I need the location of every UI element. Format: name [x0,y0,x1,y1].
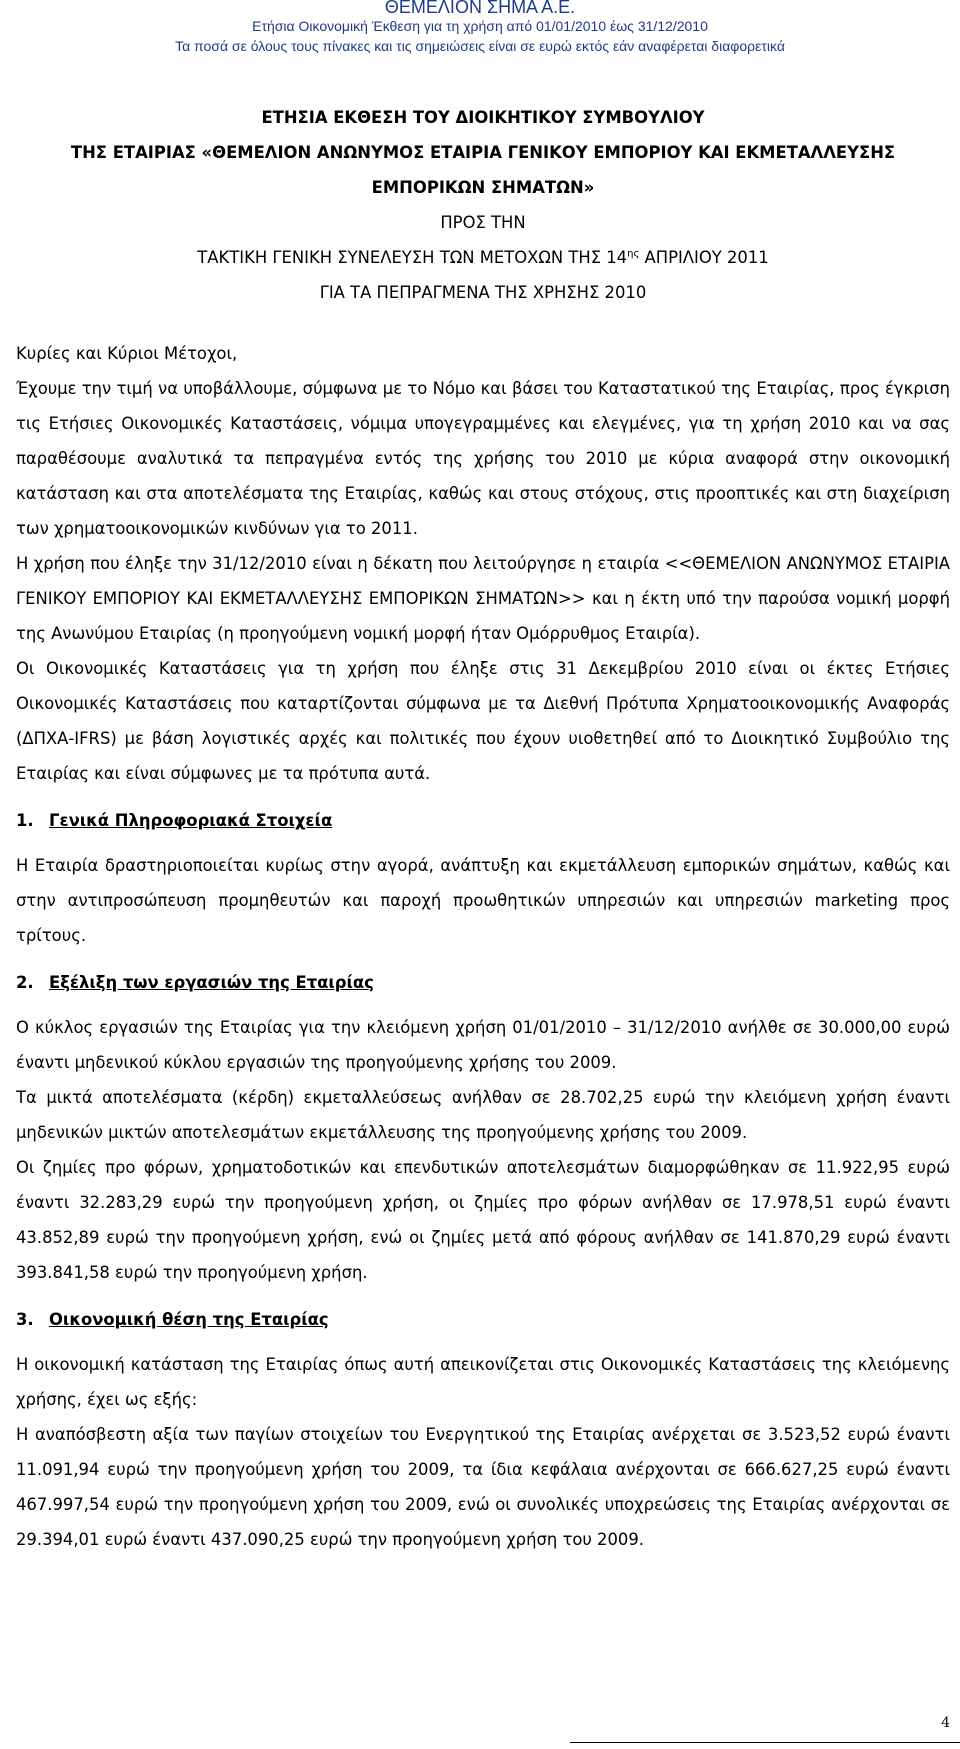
section-2-paragraph-3: Οι ζημίες προ φόρων, χρηματοδοτικών και επενδυτικών αποτελεσμάτων διαμορφώθηκαν σε 11.922,95 ευρώ έναντι 32.283,29 ευρώ την προηγούμενη χρήση, οι ζημίες προ φόρων ανήλθαν σε 17.978,51 ευρώ έναντι 43.852,89 ευρώ την προηγούμενη χρήση, ενώ οι ζημίες μετά από φόρους ανήλθαν σε 141.870,29 ευρώ έναντι 393.841,58 ευρώ την προηγούμενη χρήση. [16,1158,950,1282]
section-number: 3. [16,1310,34,1329]
report-body [16,100,950,1557]
section-3-heading [16,1302,950,1337]
section-number: 2. [16,973,34,992]
section-title: Οικονομική θέση της Εταιρίας [49,1310,329,1329]
intro-paragraph-2: Η χρήση που έληξε την 31/12/2010 είναι η δέκατη που λειτούργησε η εταιρία <<ΘΕΜΕΛΙΟΝ ΑΝΩΝΥΜΟΣ ΕΤΑΙΡΙΑ ΓΕΝΙΚΟΥ ΕΜΠΟΡΙΟΥ ΚΑΙ ΕΚΜΕΤΑΛΛΕΥΣΗΣ ΕΜΠΟΡΙΚΩΝ ΣΗΜΑΤΩΝ>> και η έκτη υπό την παρούσα νομική μορφή της Ανωνύμου Εταιρίας (η προηγούμενη νομική μορφή ήταν Ομόρρυθμος Εταιρία). [16,554,950,643]
title-line-5 [16,240,950,275]
running-header [0,0,960,56]
footer-rule [570,1742,960,1743]
section-1-heading [16,803,950,838]
title-line-1: ΕΤΗΣΙΑ ΕΚΘΕΣΗ ΤΟΥ ΔΙΟΙΚΗΤΙΚΟΥ ΣΥΜΒΟΥΛΙΟΥ [261,108,705,127]
title-line-5-a: ΤΑΚΤΙΚΗ ΓΕΝΙΚΗ ΣΥΝΕΛΕΥΣΗ ΤΩΝ ΜΕΤΟΧΩΝ ΤΗΣ 14 [197,248,628,267]
header-company: ΘΕΜΕΛΙΟΝ ΣΗΜΑ Α.Ε. [384,0,576,17]
section-1-paragraph-1: Η Εταιρία δραστηριοποιείται κυρίως στην αγορά, ανάπτυξη και εκμετάλλευση εμπορικών σημάτων, καθώς και στην αντιπροσώπευση προμηθευτών και παροχή προωθητικών υπηρεσιών και υπηρεσιών marketing προς τρίτους. [16,856,950,945]
title-line-5-sup: ης [627,248,640,260]
title-line-2: ΤΗΣ ΕΤΑΙΡΙΑΣ «ΘΕΜΕΛΙΟΝ ΑΝΩΝΥΜΟΣ ΕΤΑΙΡΙΑ ΓΕΝΙΚΟΥ ΕΜΠΟΡΙΟΥ ΚΑΙ ΕΚΜΕΤΑΛΛΕΥΣΗΣ [70,143,896,162]
header-currency-note: Τα ποσά σε όλους τους πίνακες και τις σημειώσεις είναι σε ευρώ εκτός εάν αναφέρεται διαφορετικά [175,38,785,54]
section-2-heading [16,965,950,1000]
page-number: 4 [941,1715,950,1731]
title-line-6: ΓΙΑ ΤΑ ΠΕΠΡΑΓΜΕΝΑ ΤΗΣ ΧΡΗΣΗΣ 2010 [319,283,647,302]
report-title [16,100,950,310]
greeting: Κυρίες και Κύριοι Μέτοχοι, [16,344,238,363]
section-3-paragraph-2: Η αναπόσβεστη αξία των παγίων στοιχείων του Ενεργητικού της Εταιρίας ανέρχεται σε 3.523,52 ευρώ έναντι 11.091,94 ευρώ την προηγούμενη χρήση του 2009, τα ίδια κεφάλαια ανέρχονται σε 666.627,25 ευρώ έναντι 467.997,54 ευρώ την προηγούμενη χρήση του 2009, ενώ οι συνολικές υποχρεώσεις της Εταιρίας ανέρχονται σε 29.394,01 ευρώ έναντι 437.090,25 ευρώ την προηγούμενη χρήση του 2009. [16,1425,950,1549]
title-line-5-b: ΑΠΡΙΛΙΟΥ 2011 [639,248,769,267]
section-title: Εξέλιξη των εργασιών της Εταιρίας [49,973,374,992]
intro-paragraph-3: Οι Οικονομικές Καταστάσεις για τη χρήση που έληξε στις 31 Δεκεμβρίου 2010 είναι οι έκτες Ετήσιες Οικονομικές Καταστάσεις που καταρτίζονται σύμφωνα με τα Διεθνή Πρότυπα Χρηματοοικονομικής Αναφοράς (ΔΠΧΑ-IFRS) με βάση λογιστικές αρχές και πολιτικές που έχουν υιοθετηθεί από το Διοικητικό Συμβούλιο της Εταιρίας και είναι σύμφωνες με τα πρότυπα αυτά. [16,659,950,783]
section-3-paragraph-1: Η οικονομική κατάσταση της Εταιρίας όπως αυτή απεικονίζεται στις Οικονομικές Καταστάσεις της κλειόμενης χρήσης, έχει ως εξής: [16,1355,950,1409]
section-title: Γενικά Πληροφοριακά Στοιχεία [49,811,333,830]
title-line-4: ΠΡΟΣ ΤΗΝ [440,213,526,232]
section-2-paragraph-2: Τα μικτά αποτελέσματα (κέρδη) εκμεταλλεύσεως ανήλθαν σε 28.702,25 ευρώ την κλειόμενη χρήση έναντι μηδενικών μικτών αποτελεσμάτων εκμετάλλευσης της προηγούμενης χρήσης του 2009. [16,1088,950,1142]
title-line-3: ΕΜΠΟΡΙΚΩΝ ΣΗΜΑΤΩΝ» [371,178,595,197]
section-2-paragraph-1: Ο κύκλος εργασιών της Εταιρίας για την κλειόμενη χρήση 01/01/2010 – 31/12/2010 ανήλθε σε 30.000,00 ευρώ έναντι μηδενικού κύκλου εργασιών της προηγούμενης χρήσης του 2009. [16,1018,950,1072]
section-number: 1. [16,811,34,830]
header-report-title: Ετήσια Οικονομική Έκθεση για τη χρήση από 01/01/2010 έως 31/12/2010 [252,18,708,34]
intro-paragraph-1: Έχουμε την τιμή να υποβάλλουμε, σύμφωνα με το Νόμο και βάσει του Καταστατικού της Εταιρίας, προς έγκριση τις Ετήσιες Οικονομικές Καταστάσεις, νόμιμα υπογεγραμμένες και ελεγμένες, για τη χρήση 2010 και να σας παραθέσουμε αναλυτικά τα πεπραγμένα εντός της χρήσης του 2010 με κύρια αναφορά στην οικονομική κατάσταση και στα αποτελέσματα της Εταιρίας, καθώς και στους στόχους, στις προοπτικές και στη διαχείριση των χρηματοοικονομικών κινδύνων για το 2011. [16,379,950,538]
